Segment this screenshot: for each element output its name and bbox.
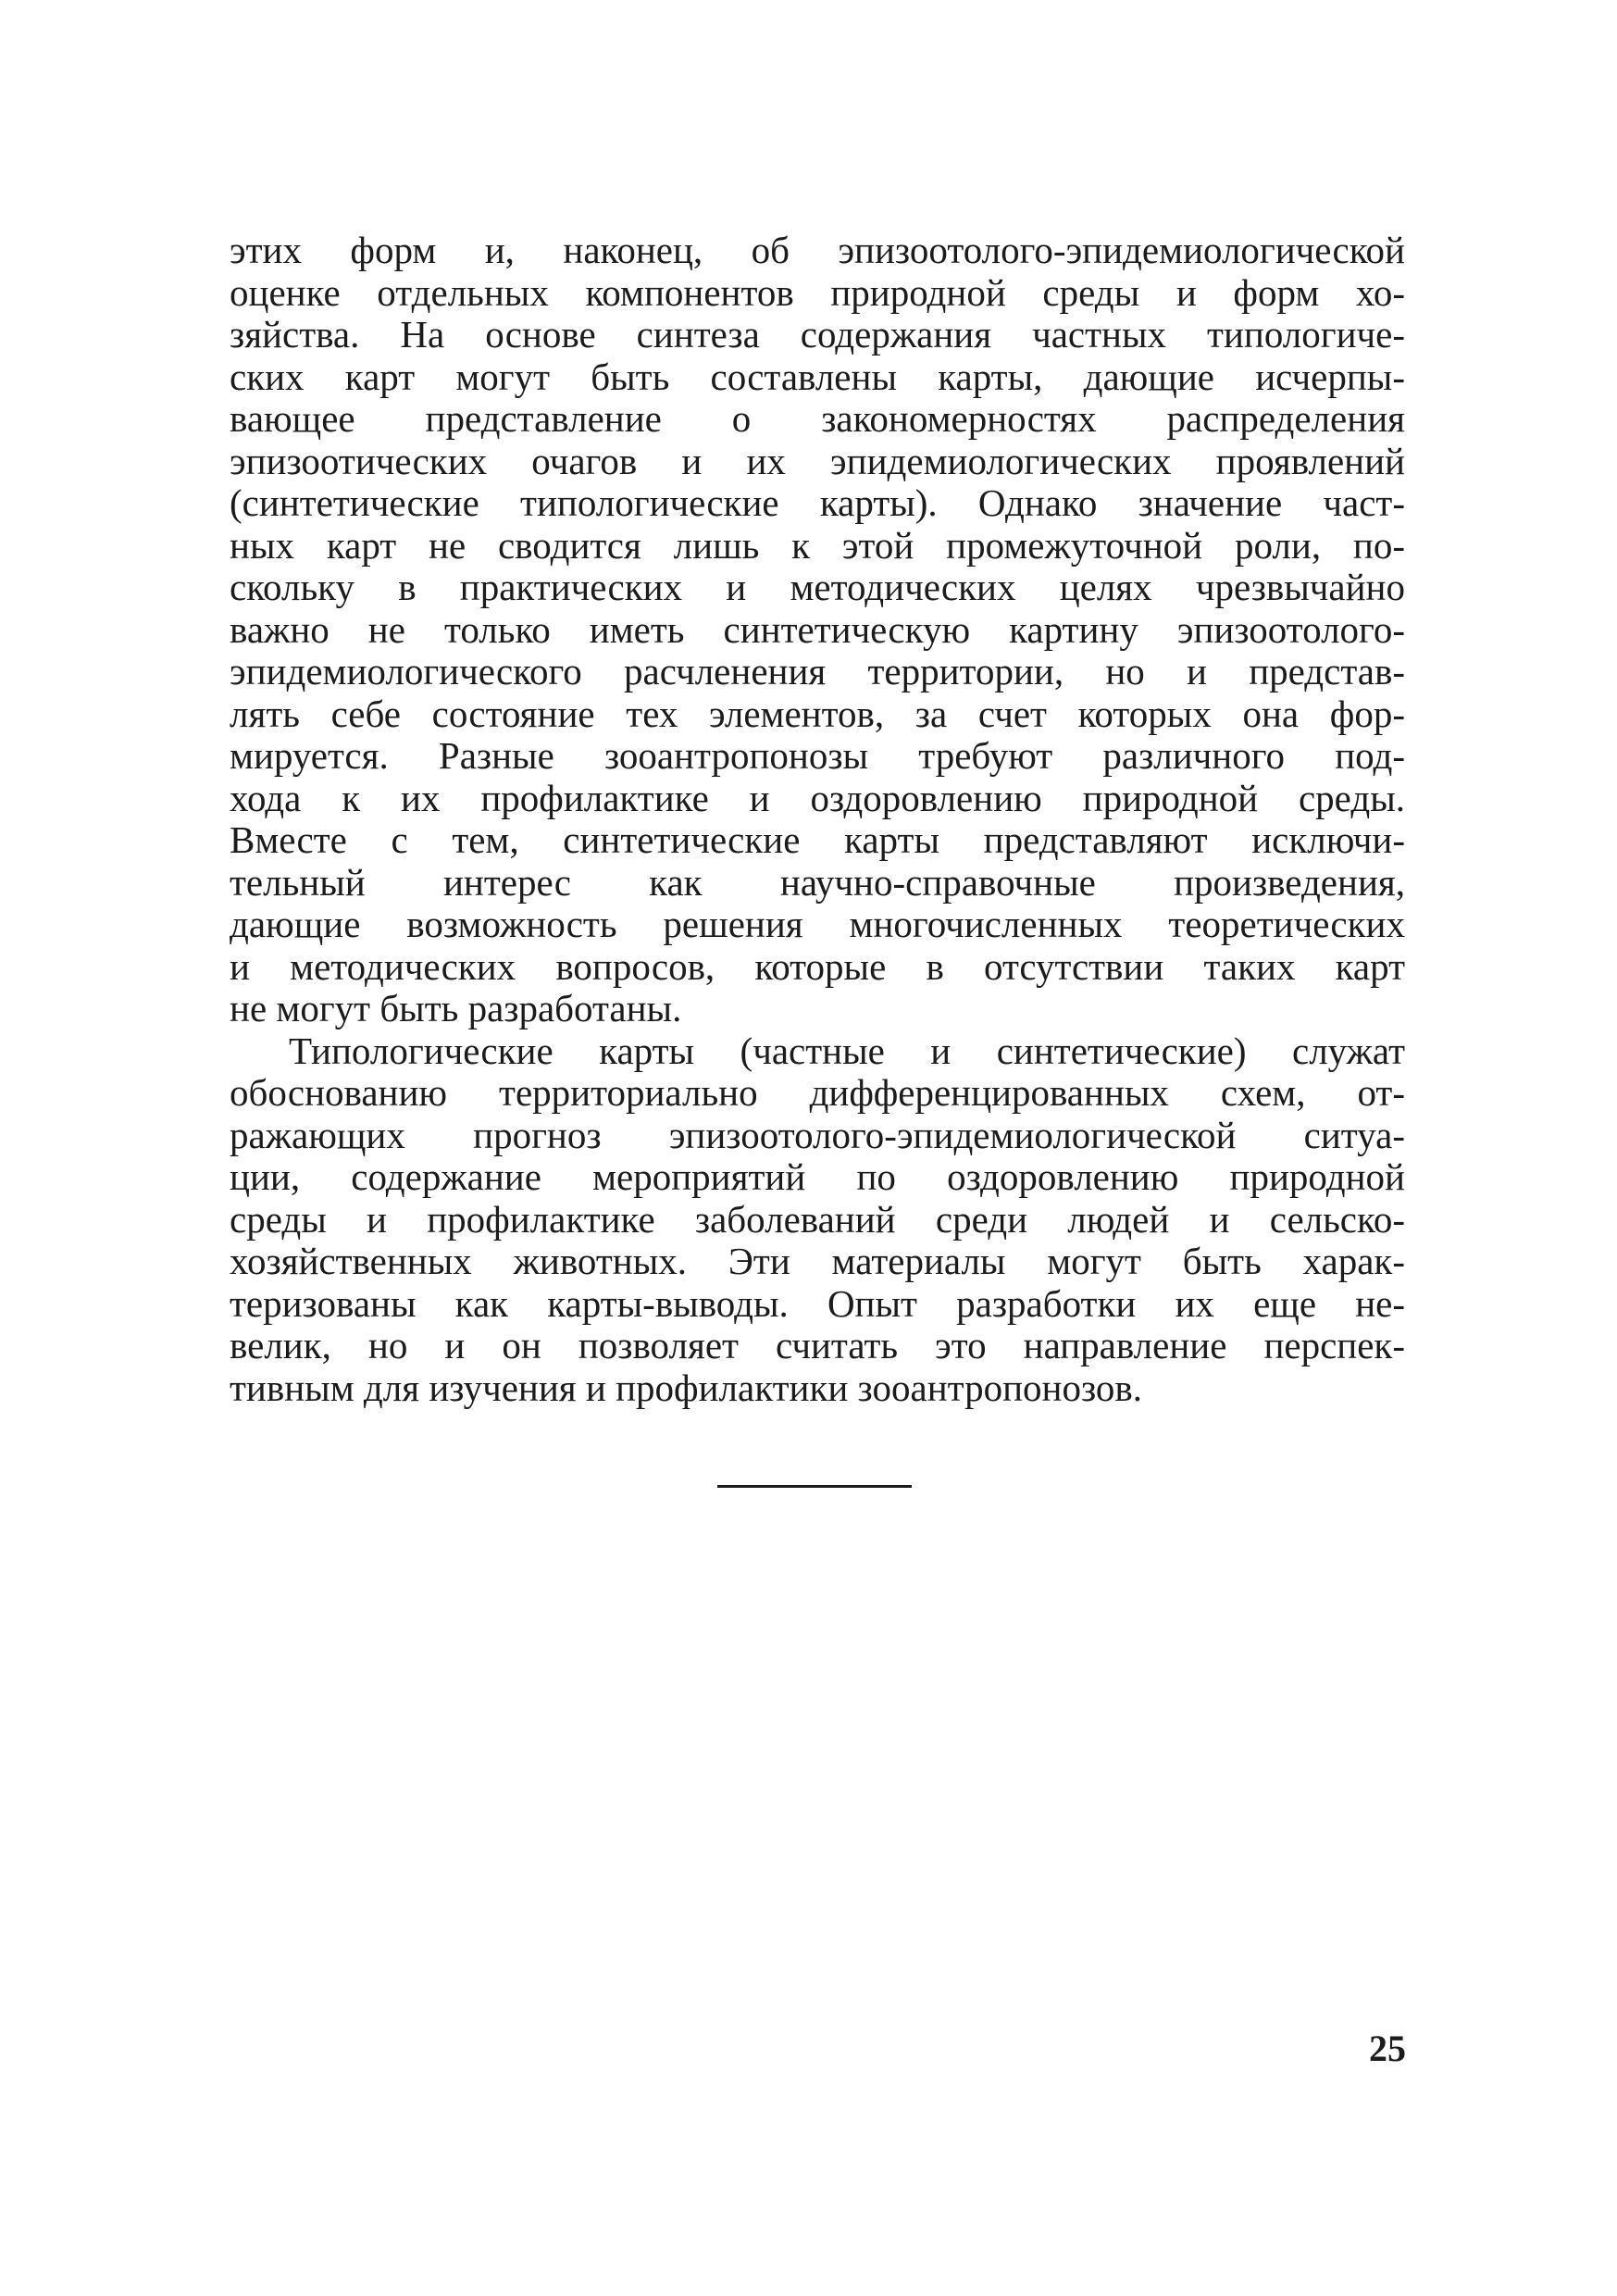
- text-line: Вместе с тем, синтетические карты представляют исключи-: [230, 818, 1405, 861]
- text-line: эпидемиологического расчленения территории, но и представ-: [230, 650, 1405, 693]
- paragraph-1: [230, 230, 1405, 1030]
- text-line: этих форм и, наконец, об эпизоотолого-эпидемиологической: [230, 229, 1405, 271]
- text-line: ных карт не сводится лишь к этой промежуточной роли, по-: [230, 523, 1405, 567]
- text-line: хода к их профилактике и оздоровлению природной среды.: [230, 776, 1405, 819]
- text-line: не могут быть разработаны.: [230, 987, 682, 1029]
- text-line: (синтетические типологические карты). Однако значение част-: [230, 481, 1405, 524]
- text-line: дающие возможность решения многочисленных теоретических: [230, 903, 1405, 945]
- text-line: скольку в практических и методических целях чрезвычайно: [230, 566, 1405, 608]
- text-line: эпизоотических очагов и их эпидемиологических проявлений: [230, 439, 1405, 482]
- section-divider: [717, 1485, 912, 1488]
- text-line: мируется. Разные зооантропонозы требуют различного под-: [230, 734, 1405, 777]
- text-line: вающее представление о закономерностях распределения: [230, 397, 1405, 440]
- text-line: тельный интерес как научно-справочные произведения,: [230, 860, 1405, 904]
- text-line: хозяйственных животных. Эти материалы могут быть харак-: [230, 1240, 1405, 1282]
- text-line: зяйства. На основе синтеза содержания частных типологиче-: [230, 313, 1405, 356]
- text-line: ских карт могут быть составлены карты, дающие исчерпы-: [230, 355, 1405, 398]
- page-number: 25: [1369, 2028, 1406, 2069]
- text-line: важно не только иметь синтетическую картину эпизоотолого-: [230, 607, 1405, 651]
- text-line: обоснованию территориально дифференцированных схем, от-: [230, 1071, 1405, 1114]
- text-line: велик, но и он позволяет считать это направление перспек-: [230, 1324, 1405, 1366]
- text-line: ции, содержание мероприятий по оздоровлению природной: [230, 1155, 1405, 1198]
- paragraph-2: [230, 1030, 1405, 1410]
- text-line: ражающих прогноз эпизоотолого-эпидемиологической ситуа-: [230, 1113, 1405, 1156]
- body-text: [230, 230, 1405, 1409]
- text-line: лять себе состояние тех элементов, за счет которых она фор-: [230, 692, 1405, 735]
- text-line: среды и профилактике заболеваний среди людей и сельско-: [230, 1197, 1405, 1241]
- text-line: тивным для изучения и профилактики зооантропонозов.: [230, 1366, 1143, 1409]
- text-line: Типологические карты (частные и синтетические) служат: [289, 1029, 1405, 1072]
- text-line: теризованы как карты-выводы. Опыт разработки их еще не-: [230, 1281, 1405, 1325]
- text-line: оценке отдельных компонентов природной среды и форм хо-: [230, 270, 1405, 314]
- text-line: и методических вопросов, которые в отсутствии таких карт: [230, 944, 1405, 988]
